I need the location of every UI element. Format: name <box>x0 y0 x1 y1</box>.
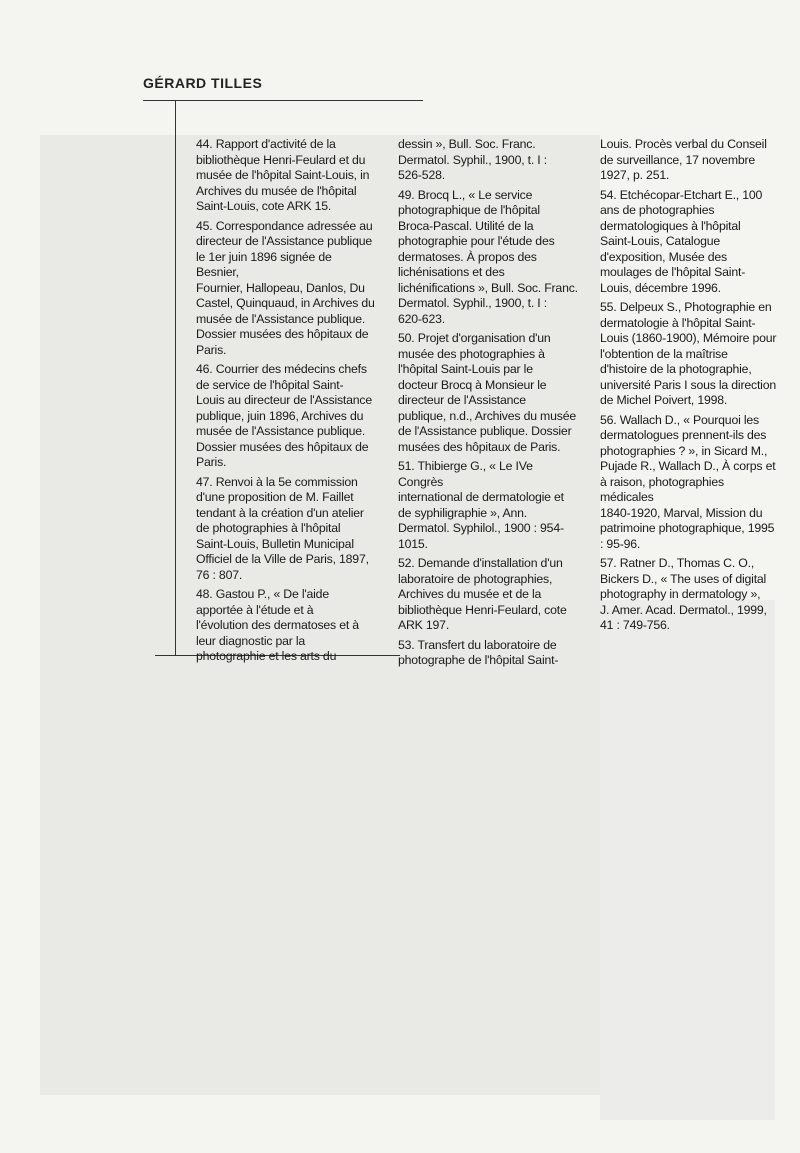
note-52: 52. Demande d'installation d'un laboratoire de photographies, Archives du musée et de la bibliothèque Henri-Feulard, cote ARK 197. <box>398 556 567 632</box>
note-48: 48. Gastou P., « De l'aide apportée à l'étude et à l'évolution des dermatoses et à leur diagnostic par la photographie et les arts du <box>196 587 359 663</box>
note-47: 47. Renvoi à la 5e commission d'une proposition de M. Faillet tendant à la création d'un atelier de photographies à l'hôpital Saint-Louis, Bulletin Municipal Officiel de la Ville de Paris, 1897, 76 : 807. <box>196 474 369 582</box>
note-49: 49. Brocq L., « Le service photographique de l'hôpital Broca-Pascal. Utilité de la photographie pour l'étude des dermatoses. À propos des lichénisations et des lichénifications », Bull. Soc. Franc. Dermatol. Syphil., 1900, t. I : 620-623. <box>398 187 578 326</box>
note-57: 57. Ratner D., Thomas C. O., Bickers D., « The uses of digital photography in dermatology », J. Amer. Acad. Dermatol., 1999, 41 : 749-756. <box>600 556 767 632</box>
note-48-continued: dessin », Bull. Soc. Franc. Dermatol. Syphil., 1900, t. I : 526-528. <box>398 137 547 182</box>
note-44: 44. Rapport d'activité de la bibliothèque Henri-Feulard et du musée de l'hôpital Saint-Louis, in Archives du musée de l'hôpital Saint-Louis, cote ARK 15. <box>196 137 370 213</box>
notes-column-3 <box>600 137 778 638</box>
notes-column-1 <box>196 137 376 669</box>
header-rule <box>143 100 423 101</box>
notes-column-2 <box>398 137 578 673</box>
reverse-page-showthrough-right <box>600 600 775 1120</box>
note-46: 46. Courrier des médecins chefs de service de l'hôpital Saint- Louis au directeur de l'Assistance publique, juin 1896, Archives du musée de l'Assistance publique. Dossier musées des hôpitaux de Paris. <box>196 362 373 469</box>
note-51: 51. Thibierge G., « Le IVe Congrès international de dermatologie et de syphiligraphie », Ann. Dermatol. Syphilol., 1900 : 954- 1015. <box>398 459 564 551</box>
note-53: 53. Transfert du laboratoire de photographe de l'hôpital Saint- <box>398 637 559 667</box>
note-55: 55. Delpeux S., Photographie en dermatologie à l'hôpital Saint- Louis (1860-1900), Mémoire pour l'obtention de la maîtrise d'histoire de la photographie, université Paris I sous la direction de Michel Poivert, 1998. <box>600 300 777 407</box>
note-45: 45. Correspondance adressée au directeur de l'Assistance publique le 1er juin 1896 signée de Besnier, Fournier, Hallopeau, Danlos, Du Castel, Quinquaud, in Archives du musée de l'Assistance publique. Dossier musées des hôpitaux de Paris. <box>196 218 375 357</box>
note-50: 50. Projet d'organisation d'un musée des photographies à l'hôpital Saint-Louis par le docteur Brocq à Monsieur le directeur de l'Assistance publique, n.d., Archives du musée de l'Assistance publique. Dossier musées des hôpitaux de Paris. <box>398 331 576 454</box>
note-54: 54. Etchécopar-Etchart E., 100 ans de photographies dermatologiques à l'hôpital Saint-Louis, Catalogue d'exposition, Musée des moulages de l'hôpital Saint- Louis, décembre 1996. <box>600 187 763 295</box>
note-56: 56. Wallach D., « Pourquoi les dermatologues prennent-ils des photographies ? », in Sicard M., Pujade R., Wallach D., À corps et à raison, photographies médicales 1840-1920, Marval, Mission du patrimoine photographique, 1995 : 95-96. <box>600 412 776 551</box>
running-header-author: GÉRARD TILLES <box>143 75 263 91</box>
note-53-continued: Louis. Procès verbal du Conseil de surveillance, 17 novembre 1927, p. 251. <box>600 137 767 182</box>
column-rule-vertical <box>175 100 176 655</box>
